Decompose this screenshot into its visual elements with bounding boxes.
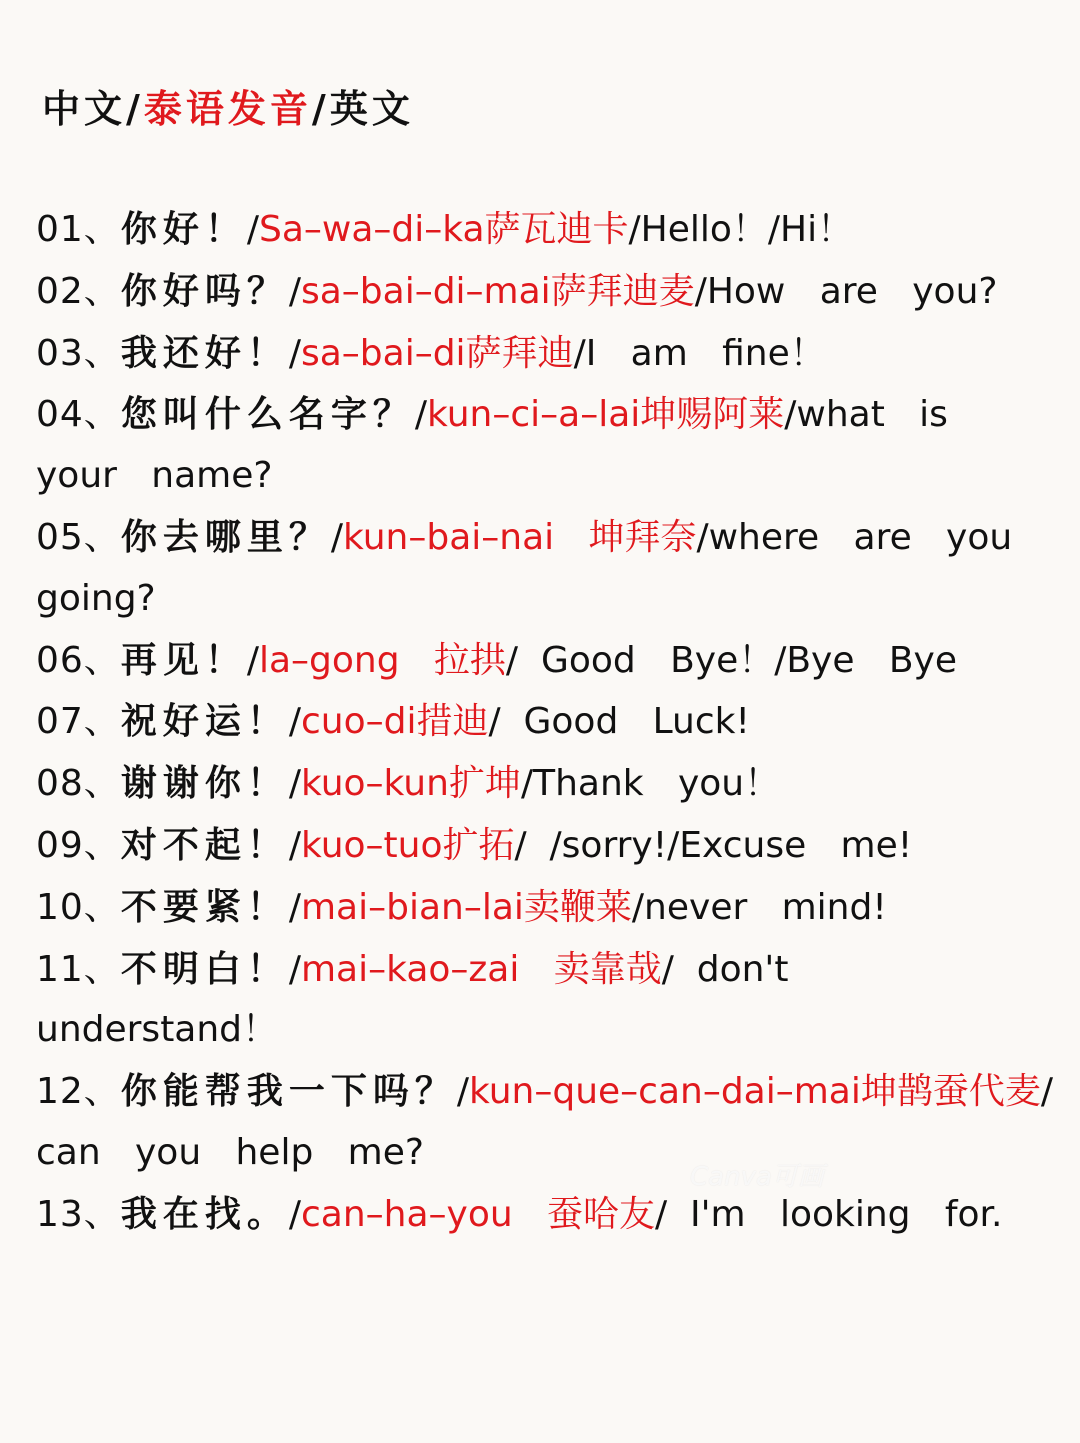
phrase-english: where are you going?: [36, 516, 1047, 619]
phrase-separator: /: [514, 824, 527, 866]
phrase-english: what is your name?: [36, 394, 983, 497]
phrase-chinese: 我在找。: [120, 1192, 289, 1235]
phrase-thai-pronunciation: la–gong 拉拱: [258, 639, 506, 681]
phrase-separator: /: [694, 270, 707, 312]
phrase-separator: /: [488, 701, 501, 743]
phrase-row: [36, 939, 1056, 1062]
phrase-thai-pronunciation: kun–que–can–dai–mai坤鹊蚕代麦: [468, 1071, 1041, 1113]
phrase-english: Thank you！: [533, 763, 781, 805]
phrase-separator: /: [661, 948, 674, 990]
phrase-number: 01、: [36, 209, 121, 250]
phrase-chinese: 谢谢你！: [120, 762, 289, 805]
phrase-english: /sorry!/Excuse me!: [526, 824, 913, 866]
phrase-number: 06、: [36, 639, 121, 681]
phrase-thai-pronunciation: mai–bian–lai卖鞭莱: [300, 886, 632, 928]
phrase-row: [36, 1184, 1056, 1246]
phrase-item: [36, 271, 998, 312]
header-thai-pronunciation: 泰语发音: [143, 86, 312, 131]
phrase-item: [36, 209, 853, 250]
phrase-item: [36, 1194, 1002, 1235]
phrase-row: [36, 630, 1056, 692]
phrase-thai-pronunciation: kuo–kun扩坤: [300, 763, 521, 805]
phrase-item: [36, 887, 887, 928]
phrase-separator: /: [288, 886, 301, 928]
phrase-number: 13、: [36, 1193, 121, 1235]
phrase-number: 02、: [36, 270, 121, 312]
phrase-separator: /: [520, 763, 534, 805]
phrase-english: Hello！/Hi！: [640, 209, 854, 250]
watermark-logo: Canva可画: [690, 1162, 824, 1192]
phrase-item: [36, 825, 912, 866]
header-chinese: 中文: [42, 86, 127, 131]
phrase-separator: /: [288, 270, 301, 312]
phrase-english: I am fine！: [585, 332, 826, 374]
phrase-item: [36, 394, 982, 496]
phrase-list: [36, 199, 1076, 1246]
phrase-english: Good Luck!: [500, 701, 750, 743]
phrase-separator: /: [573, 332, 586, 374]
phrase-item: [36, 1071, 1076, 1173]
phrase-thai-pronunciation: kun–bai–nai 坤拜奈: [342, 516, 697, 558]
phrase-separator: /: [505, 639, 519, 681]
phrase-separator: /: [288, 1193, 301, 1235]
phrase-row: [36, 323, 1056, 385]
phrase-chinese: 你好吗？: [120, 269, 289, 312]
phrase-separator: /: [246, 639, 259, 681]
phrase-number: 07、: [36, 701, 121, 743]
phrase-row: [36, 1061, 1076, 1184]
phrase-separator: /: [288, 332, 301, 374]
phrase-number: 08、: [36, 763, 121, 805]
phrase-row: [36, 199, 1056, 261]
phrase-english: I'm looking for.: [667, 1193, 1003, 1235]
phrase-english: can you help me?: [36, 1071, 1076, 1173]
phrase-row: [36, 384, 1056, 507]
phrase-separator: /: [1040, 1071, 1054, 1113]
phrase-separator: /: [784, 394, 797, 436]
phrase-separator: /: [628, 209, 641, 250]
phrase-separator: /: [631, 886, 645, 928]
phrase-english: How are you?: [706, 270, 998, 312]
page-header: [42, 84, 414, 134]
phrase-separator: /: [246, 209, 259, 250]
phrase-chinese: 不明白！: [120, 947, 289, 990]
phrase-number: 09、: [36, 824, 121, 866]
phrase-item: [36, 949, 823, 1051]
phrase-item: [36, 517, 1047, 619]
phrase-number: 03、: [36, 332, 121, 374]
phrase-number: 10、: [36, 886, 121, 928]
phrase-thai-pronunciation: kun–ci–a–lai坤赐阿莱: [426, 394, 785, 436]
phrase-separator: /: [288, 701, 301, 743]
phrase-number: 05、: [36, 516, 121, 558]
phrase-row: [36, 815, 1056, 877]
phrase-row: [36, 507, 1056, 630]
phrase-chinese: 我还好！: [120, 331, 289, 374]
phrase-thai-pronunciation: Sa–wa–di–ka萨瓦迪卡: [258, 209, 629, 250]
phrase-separator: /: [456, 1071, 469, 1113]
phrase-item: [36, 701, 750, 742]
phrase-chinese: 对不起！: [120, 823, 289, 866]
header-english: 英文: [329, 86, 414, 131]
phrase-number: 11、: [36, 948, 121, 990]
phrase-chinese: 您叫什么名字？: [120, 393, 415, 436]
phrase-separator: /: [696, 516, 709, 558]
phrase-chinese: 你好！: [120, 208, 247, 250]
phrase-row: [36, 261, 1056, 323]
phrase-english: don't understand！: [36, 948, 823, 1051]
phrase-item: [36, 640, 957, 681]
phrase-chinese: 不要紧！: [120, 885, 289, 928]
phrase-number: 12、: [36, 1071, 121, 1113]
phrase-separator: /: [288, 763, 301, 805]
phrase-row: [36, 691, 1056, 753]
phrase-chinese: 你能帮我一下吗？: [120, 1070, 457, 1113]
phrase-row: [36, 753, 1056, 815]
phrase-item: [36, 333, 826, 374]
phrase-thai-pronunciation: mai–kao–zai 卖靠哉: [300, 948, 662, 990]
phrase-separator: /: [288, 824, 301, 866]
phrase-separator: /: [414, 394, 427, 436]
phrase-separator: /: [288, 948, 301, 990]
phrase-thai-pronunciation: cuo–di措迪: [300, 701, 489, 743]
header-slash: /: [311, 86, 330, 131]
phrase-chinese: 祝好运！: [120, 700, 289, 743]
phrase-separator: /: [330, 516, 343, 558]
phrase-english: Good Bye！/Bye Bye: [518, 639, 957, 681]
phrase-chinese: 再见！: [120, 638, 247, 681]
header-slash: /: [126, 86, 144, 131]
phrase-chinese: 你去哪里？: [120, 515, 331, 558]
phrase-thai-pronunciation: sa–bai–di–mai萨拜迪麦: [300, 270, 695, 312]
phrase-thai-pronunciation: sa–bai–di萨拜迪: [300, 332, 574, 374]
phrase-thai-pronunciation: kuo–tuo扩拓: [300, 824, 515, 866]
phrase-separator: /: [655, 1193, 668, 1235]
phrase-english: never mind!: [644, 886, 887, 928]
phrase-row: [36, 877, 1056, 939]
phrase-item: [36, 763, 780, 804]
phrase-number: 04、: [36, 394, 121, 436]
phrase-thai-pronunciation: can–ha–you 蚕哈友: [300, 1193, 655, 1235]
